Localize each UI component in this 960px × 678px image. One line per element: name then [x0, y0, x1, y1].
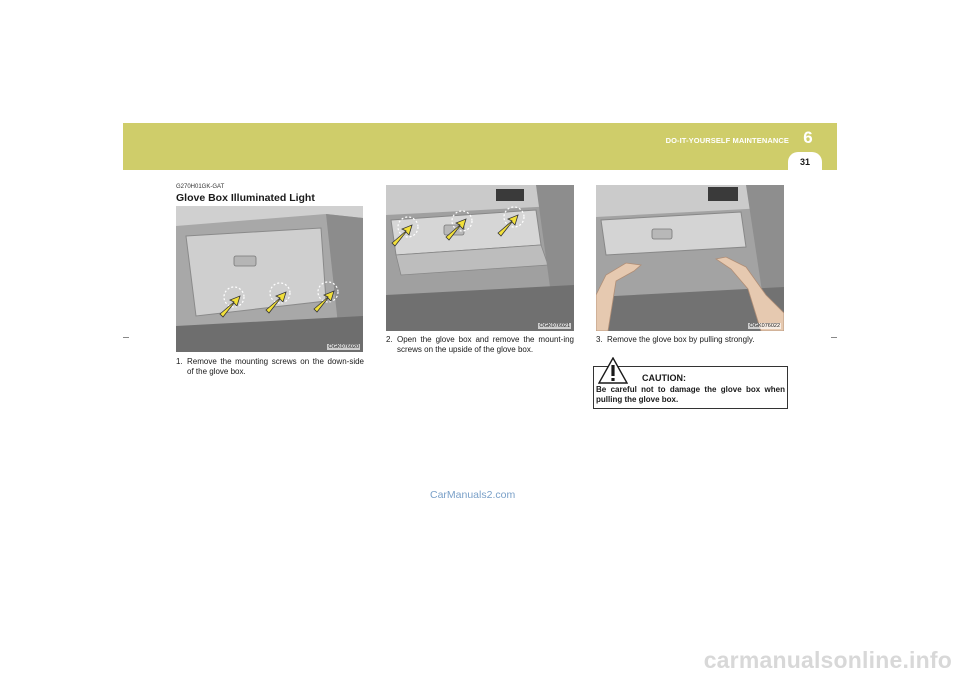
article-title: Glove Box Illuminated Light	[176, 192, 315, 204]
figure-glove-box-underside	[176, 206, 363, 352]
glove-box-removal-illustration	[596, 185, 784, 331]
step-text: Remove the mounting screws on the down-side of the glove box.	[187, 357, 364, 376]
section-title: DO-IT-YOURSELF MAINTENANCE	[665, 136, 789, 145]
watermark-footer: carmanualsonline.info	[703, 647, 952, 673]
page-number: 31	[799, 157, 810, 167]
caution-text: Be careful not to damage the glove box when pulling the glove box.	[596, 385, 785, 404]
figure-code: OGK076021	[539, 323, 570, 329]
step-number: 3.	[596, 335, 603, 344]
figure-code: OGK076020	[328, 344, 359, 350]
crop-mark-left	[123, 337, 129, 338]
step-number: 1.	[176, 357, 183, 366]
step-3	[596, 335, 784, 345]
crop-mark-right	[831, 337, 837, 338]
figure-glove-box-removal	[596, 185, 784, 331]
caution-title: CAUTION:	[642, 373, 686, 383]
step-number: 2.	[386, 335, 393, 344]
glove-box-illustration	[176, 206, 363, 352]
figure-code: OGK076022	[749, 323, 780, 329]
watermark-link[interactable]: CarManuals2.com	[430, 489, 516, 501]
step-text: Open the glove box and remove the mount-ing screws on the upside of the glove box.	[397, 335, 574, 354]
warning-triangle-icon	[598, 357, 628, 385]
step-1	[176, 357, 364, 377]
header-band	[123, 123, 837, 170]
step-text: Remove the glove box by pulling strongly.	[607, 335, 755, 344]
figure-glove-box-upside	[386, 185, 574, 331]
chapter-number: 6	[803, 128, 813, 147]
step-2	[386, 335, 574, 355]
article-code: G270H01GK-GAT	[176, 184, 225, 190]
glove-box-open-illustration	[386, 185, 574, 331]
